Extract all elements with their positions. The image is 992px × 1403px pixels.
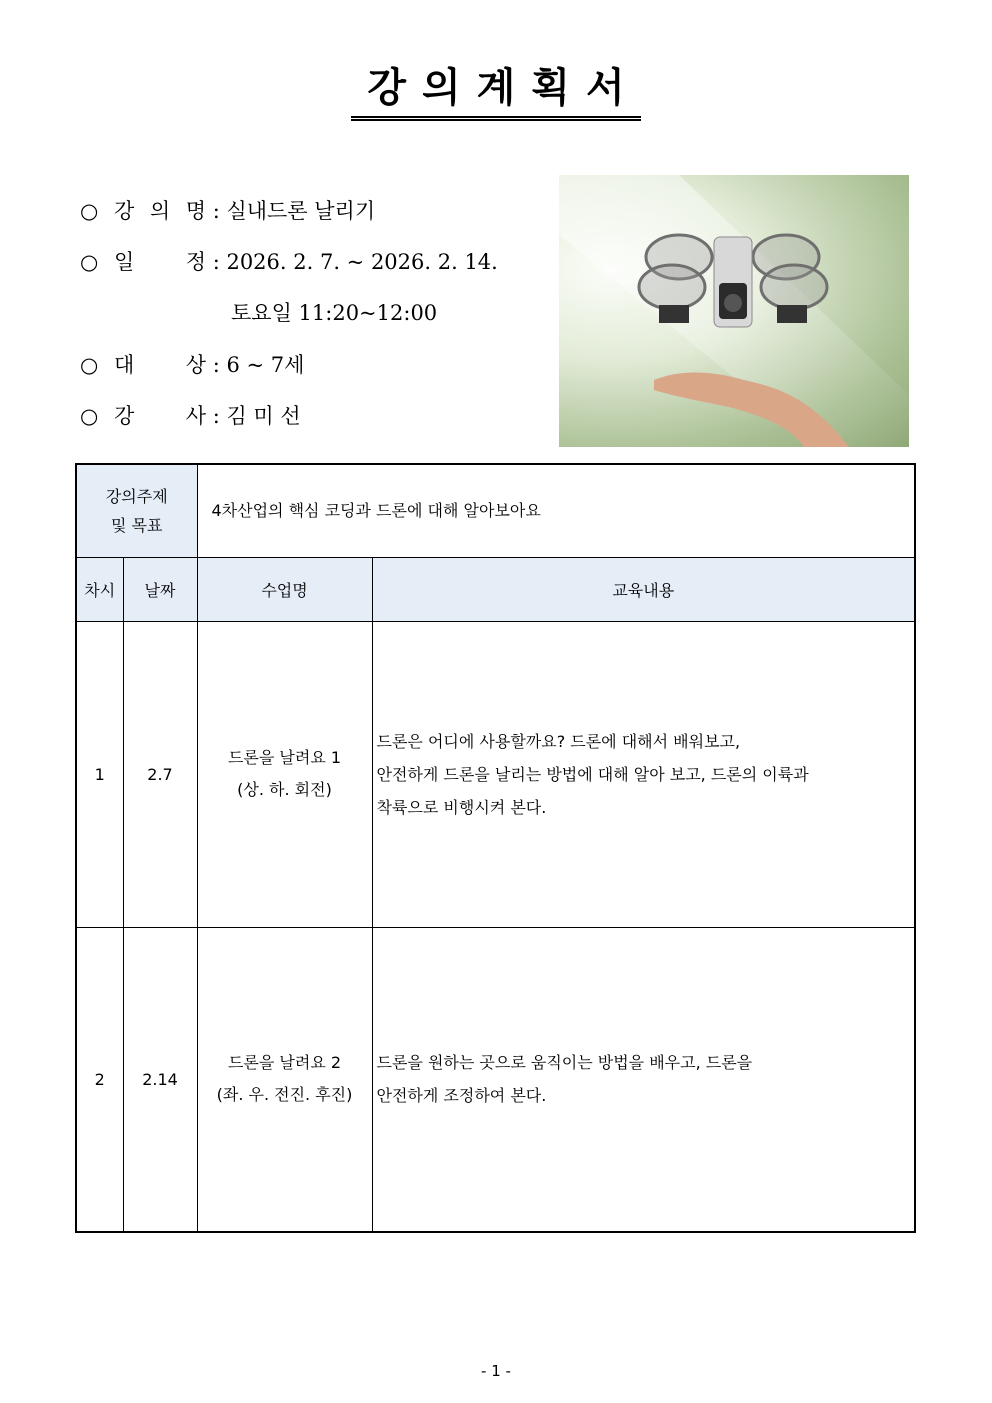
- info-instructor: ○ 강 사 : 김 미 선: [80, 400, 301, 430]
- circle-bullet-icon: ○: [80, 250, 99, 274]
- circle-bullet-icon: ○: [80, 353, 99, 377]
- date-cell: 2.14: [123, 927, 197, 1232]
- header-row: [76, 557, 915, 621]
- label-instructor: 강 사: [114, 404, 206, 428]
- content-cell: 드론은 어디에 사용할까요? 드론에 대해서 배워보고, 안전하게 드론을 날리는 방법에 대해 알아 보고, 드론의 이륙과 착륙으로 비행시켜 본다.: [372, 621, 915, 927]
- schedule-dates: 2026. 2. 7. ~ 2026. 2. 14.: [226, 250, 498, 274]
- session-cell: 1: [76, 621, 123, 927]
- table-row: [76, 927, 915, 1232]
- date-cell: 2.7: [123, 621, 197, 927]
- lesson-plan-table: [75, 463, 916, 1233]
- topic-label: 강의주제 및 목표: [76, 464, 197, 557]
- label-target: 대 상: [114, 353, 206, 377]
- circle-bullet-icon: ○: [80, 199, 99, 223]
- content-cell: 드론을 원하는 곳으로 움직이는 방법을 배우고, 드론을 안전하게 조정하여 본다.: [372, 927, 915, 1232]
- label-schedule: 일 정: [114, 250, 206, 274]
- course-name-value: 실내드론 날리기: [226, 199, 376, 223]
- page-number: - 1 -: [481, 1362, 511, 1380]
- header-session: 차시: [76, 557, 123, 621]
- circle-bullet-icon: ○: [80, 404, 99, 428]
- document-title: 강의계획서: [0, 62, 992, 121]
- info-target: ○ 대 상 : 6 ~ 7세: [80, 349, 304, 379]
- header-content: 교육내용: [372, 557, 915, 621]
- header-date: 날짜: [123, 557, 197, 621]
- topic-row: [76, 464, 915, 557]
- topic-value: 4차산업의 핵심 코딩과 드론에 대해 알아보아요: [197, 464, 915, 557]
- instructor-value: 김 미 선: [226, 404, 301, 428]
- header-class-name: 수업명: [197, 557, 372, 621]
- schedule-time: 토요일 11:20~12:00: [231, 301, 438, 325]
- session-cell: 2: [76, 927, 123, 1232]
- class-name-cell: 드론을 날려요 2 (좌. 우. 전진. 후진): [197, 927, 372, 1232]
- drone-photo: [559, 175, 909, 447]
- class-name-cell: 드론을 날려요 1 (상. 하. 회전): [197, 621, 372, 927]
- label-course-name: 강 의 명: [114, 199, 206, 223]
- info-course-name: ○ 강 의 명 : 실내드론 날리기: [80, 195, 375, 225]
- target-value: 6 ~ 7세: [226, 353, 305, 377]
- info-schedule: ○ 일 정 : 2026. 2. 7. ~ 2026. 2. 14.: [80, 246, 498, 276]
- table-row: [76, 621, 915, 927]
- drone-illustration: [559, 175, 909, 447]
